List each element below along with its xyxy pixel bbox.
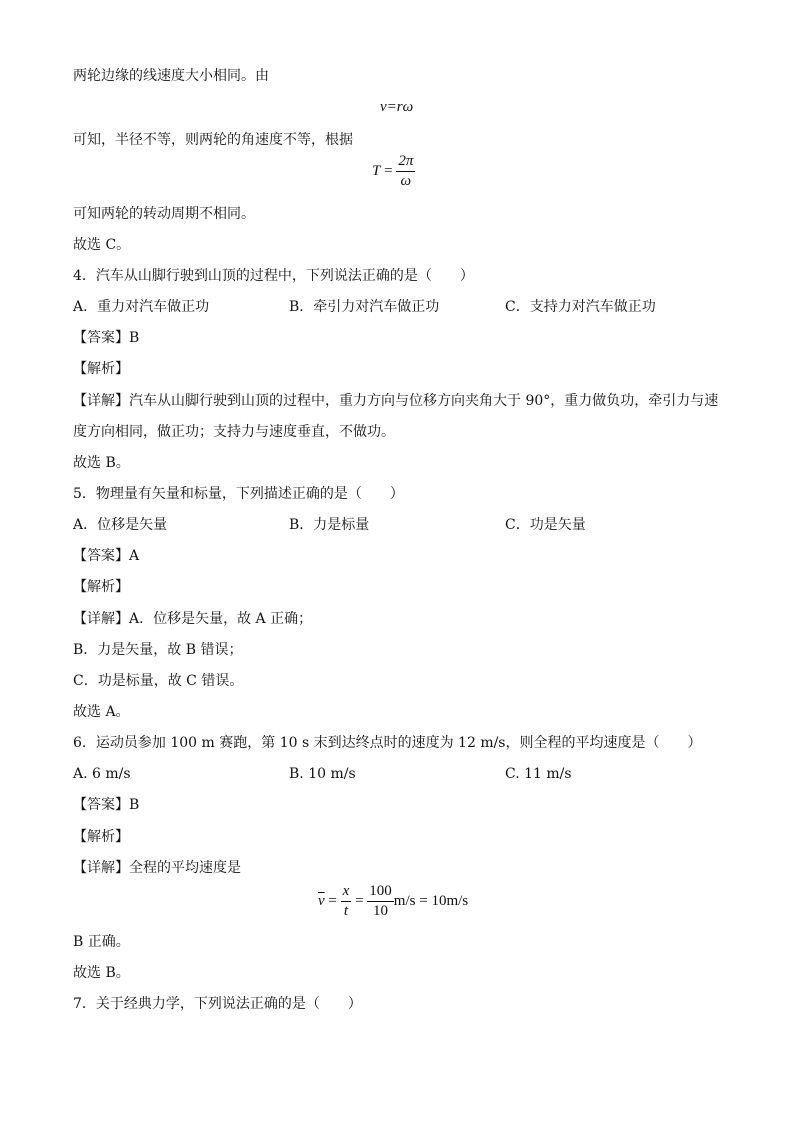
fraction-numerator: x [341, 883, 352, 902]
text-line: 可知，半径不等，则两轮的角速度不等，根据 [73, 132, 353, 148]
question-4-analysis-label: 【解析】 [73, 361, 129, 377]
fraction [396, 153, 415, 190]
text-line: 故选 C。 [73, 237, 131, 253]
question-5-answer: 【答案】A [73, 548, 140, 564]
question-5-detail: 【详解】A．位移是矢量，故 A 正确； [73, 611, 313, 627]
question-6-detail: B 正确。 [73, 934, 130, 950]
eq-unit: m/s [393, 892, 416, 909]
question-5-detail: B．力是矢量，故 B 错误； [73, 642, 243, 658]
question-5-conclusion: 故选 A。 [73, 704, 130, 720]
equation-period [372, 153, 415, 190]
text-line: 两轮边缘的线速度大小相同。由 [73, 68, 269, 84]
equation-average-velocity [318, 883, 468, 920]
fraction-denominator: ω [400, 173, 412, 189]
fraction [367, 883, 394, 920]
question-5-option-a: A．位移是矢量 [73, 517, 168, 533]
question-5-option-c: C．功是矢量 [505, 517, 586, 533]
question-6-stem: 6．运动员参加 100 m 赛跑，第 10 s 末到达终点时的速度为 12 m/s，则全程的平均速度是（ ） [73, 735, 702, 751]
question-4-detail: 【详解】汽车从山脚行驶到山顶的过程中，重力方向与位移方向夹角大于 90°，重力做负功，牵引力与速 [73, 393, 719, 409]
fraction-denominator: t [343, 903, 349, 919]
fraction-denominator: 10 [373, 903, 389, 919]
question-5-analysis-label: 【解析】 [73, 579, 129, 595]
equation-v-r-omega: v=rω [380, 99, 414, 115]
question-6-option-a: A. 6 m/s [73, 766, 131, 782]
eq-equals: = [384, 162, 393, 179]
question-4-option-a: A．重力对汽车做正功 [73, 299, 210, 315]
question-6-detail: 【详解】全程的平均速度是 [73, 860, 241, 876]
question-6-conclusion: 故选 B。 [73, 965, 130, 981]
question-4-conclusion: 故选 B。 [73, 455, 130, 471]
question-4-option-c: C．支持力对汽车做正功 [505, 299, 656, 315]
fraction [341, 883, 352, 920]
question-6-answer: 【答案】B [73, 797, 140, 813]
question-4-option-b: B．牵引力对汽车做正功 [289, 299, 440, 315]
question-6-option-b: B. 10 m/s [289, 766, 356, 782]
text-line: 可知两轮的转动周期不相同。 [73, 206, 255, 222]
question-5-stem: 5．物理量有矢量和标量，下列描述正确的是（ ） [73, 486, 404, 502]
eq-result: 10m/s [431, 892, 469, 909]
fraction-numerator: 100 [367, 883, 394, 902]
question-4-answer: 【答案】B [73, 330, 140, 346]
fraction-numerator: 2π [396, 153, 415, 172]
eq-equals: = [419, 892, 428, 909]
question-6-analysis-label: 【解析】 [73, 829, 129, 845]
eq-symbol-T: T [372, 162, 381, 179]
question-4-detail: 度方向相同，做正功；支持力与速度垂直，不做功。 [73, 424, 395, 440]
eq-equals: = [328, 892, 337, 909]
eq-symbol-v-bar: $\overline{v}$ [318, 892, 325, 909]
question-7-stem: 7．关于经典力学，下列说法正确的是（ ） [73, 996, 362, 1012]
question-4-stem: 4．汽车从山脚行驶到山顶的过程中，下列说法正确的是（ ） [73, 268, 474, 284]
eq-equals: = [355, 892, 364, 909]
question-5-detail: C．功是标量，故 C 错误。 [73, 673, 244, 689]
question-6-option-c: C. 11 m/s [505, 766, 572, 782]
question-5-option-b: B．力是标量 [289, 517, 370, 533]
